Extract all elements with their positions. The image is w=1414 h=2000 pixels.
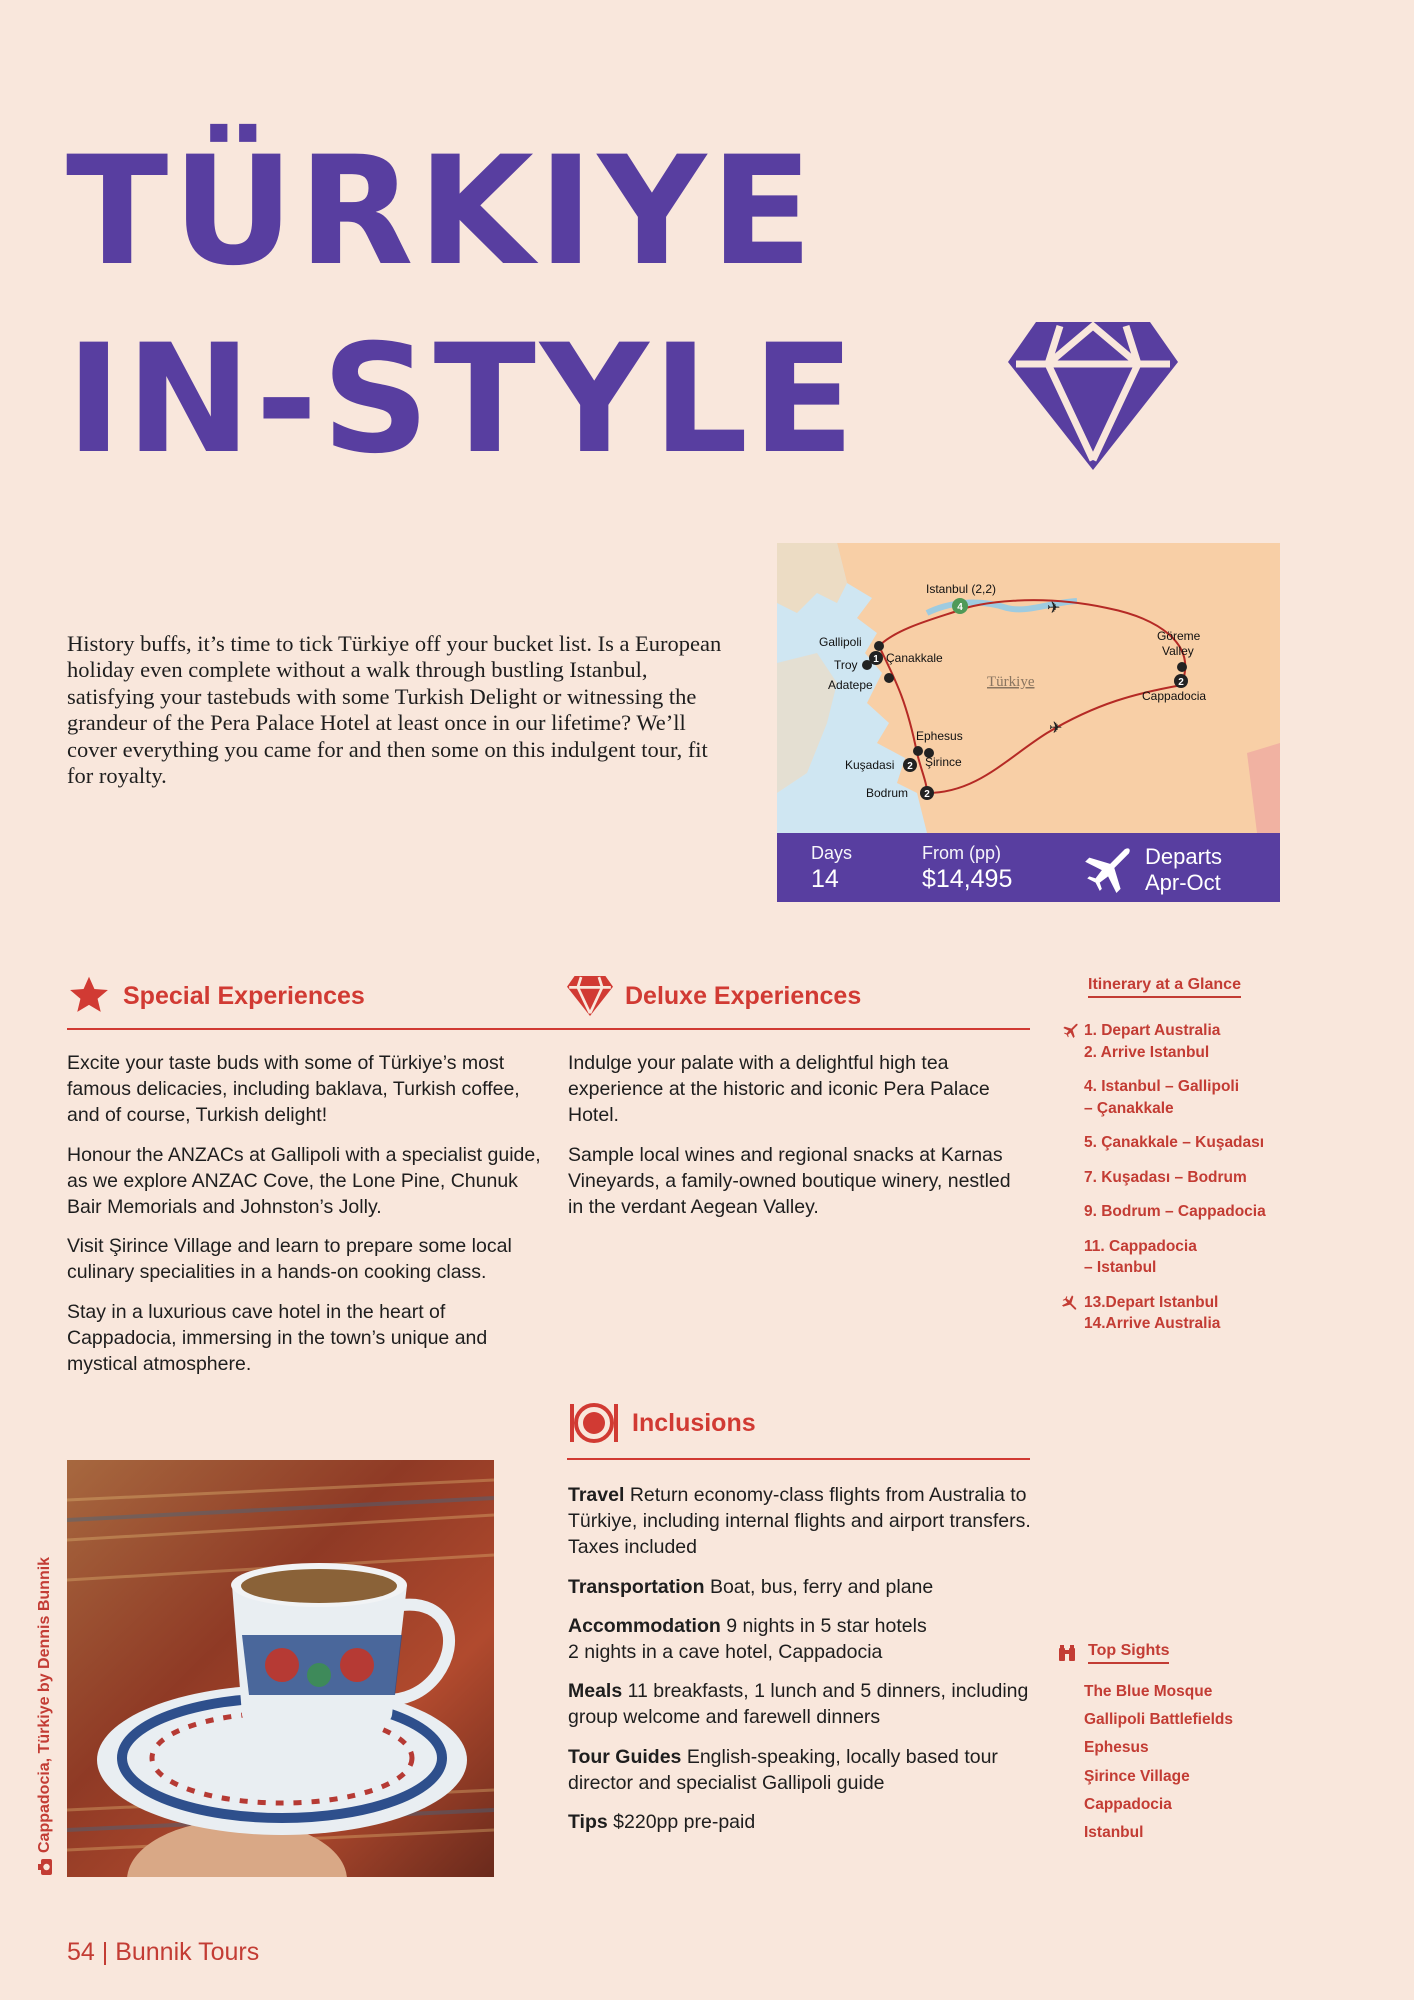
itinerary-line: 13.Depart Istanbul	[1084, 1293, 1219, 1311]
deluxe-experiences-list	[568, 1050, 1028, 1233]
inclusion-item	[568, 1809, 1038, 1835]
departs-value: Apr-Oct	[1145, 870, 1221, 895]
sight-item: The Blue Mosque	[1084, 1683, 1213, 1700]
sight-item: Istanbul	[1084, 1824, 1144, 1842]
label-goreme: Göreme	[1157, 629, 1201, 643]
plane-return-icon	[1062, 1294, 1078, 1310]
label-adatepe: Adatepe	[828, 678, 873, 692]
itinerary-heading: Itinerary at a Glance	[1088, 976, 1241, 998]
itinerary-line: 7. Kuşadası – Bodrum	[1084, 1168, 1247, 1186]
sight-item: Şirince Village	[1084, 1767, 1190, 1785]
tour-facts-bar	[777, 833, 1280, 902]
deluxe-experiences-title: Deluxe Experiences	[625, 981, 862, 1010]
itinerary-item	[1084, 1020, 1304, 1063]
route-map	[777, 543, 1280, 833]
inclusion-key: Tour Guides	[568, 1745, 682, 1768]
label-valley: Valley	[1162, 644, 1194, 658]
inclusion-value: Return economy-class flights from Australia to Türkiye, including internal flights and airport transfers. Taxes included	[568, 1484, 1031, 1559]
marker-kusadasi: 2	[907, 761, 913, 772]
inclusion-value-2: 2 nights in a cave hotel, Cappadocia	[568, 1641, 883, 1664]
inclusions-heading	[568, 1402, 756, 1444]
intro-text: History buffs, it’s time to tick Türkiye off your bucket list. Is a European holiday even complete without a walk through bustling Istanbul, satisfying your tastebuds with some Turkish Delight or witnessing the grandeur of the Pera Palace Hotel at least once in our lifetime? We’ll cover everything you came for and then some on this indulgent tour, fit for royalty.	[67, 631, 722, 789]
special-experiences-heading	[67, 975, 365, 1017]
itinerary-line: – Istanbul	[1084, 1259, 1157, 1276]
itinerary-item	[1084, 1167, 1304, 1189]
inclusion-key: Accommodation	[568, 1614, 721, 1637]
itinerary-line: 9. Bodrum – Cappadocia	[1084, 1203, 1266, 1220]
binoculars-icon	[1058, 1644, 1076, 1662]
departs-fact	[1145, 843, 1222, 896]
itinerary-line: 4. Istanbul – Gallipoli	[1084, 1078, 1240, 1095]
inclusion-key: Travel	[568, 1484, 625, 1506]
label-troy: Troy	[834, 658, 858, 672]
itinerary-line: 1. Depart Australia	[1084, 1022, 1221, 1039]
itinerary-list	[1084, 1020, 1304, 1348]
label-canakkale: Çanakkale	[886, 651, 943, 665]
label-sirince: Şirince	[925, 755, 962, 769]
inclusion-key: Transportation	[568, 1575, 705, 1598]
days-value: 14	[811, 865, 839, 893]
inclusions-list	[568, 1482, 1038, 1848]
inclusion-item	[568, 1678, 1038, 1730]
photo-credit-text: Cappadocia, Türkiye by Dennis Bunnik	[36, 1556, 53, 1853]
itinerary-line: 2. Arrive Istanbul	[1084, 1043, 1210, 1061]
itinerary-line: 14.Arrive Australia	[1084, 1315, 1221, 1332]
label-country: Türkiye	[987, 674, 1035, 690]
label-cappadocia: Cappadocia	[1142, 689, 1207, 703]
deluxe-para: Indulge your palate with a delightful high tea experience at the historic and iconic Pera Palace Hotel.	[568, 1052, 990, 1127]
deluxe-divider	[567, 1028, 1030, 1030]
plane-icon	[1080, 843, 1132, 893]
inclusion-value: 11 breakfasts, 1 lunch and 5 dinners, including group welcome and farewell dinners	[568, 1680, 1029, 1729]
title-line-1: TÜRKIYE	[66, 125, 817, 299]
marker-canakkale: 1	[873, 654, 879, 665]
sight-item: Gallipoli Battlefields	[1084, 1711, 1233, 1729]
label-kusadasi: Kuşadasi	[845, 758, 895, 772]
inclusion-value: Boat, bus, ferry and plane	[709, 1575, 934, 1598]
inclusion-value: English-speaking, locally based tour director and specialist Gallipoli guide	[568, 1745, 998, 1794]
deluxe-para: Sample local wines and regional snacks at Karnas Vineyards, a family-owned boutique winery, nestled in the verdant Aegean Valley.	[568, 1143, 1011, 1219]
special-para: Honour the ANZACs at Gallipoli with a specialist guide, as we explore ANZAC Cove, the Lone Pine, Chunuk Bair Memorials and Johnston’s Jolly.	[67, 1143, 541, 1219]
marker-cappadocia: 2	[1178, 677, 1184, 688]
star-icon	[67, 975, 111, 1017]
inclusion-item	[568, 1613, 1038, 1665]
diamond-icon	[1008, 322, 1178, 470]
itinerary-line: – Çanakkale	[1084, 1099, 1174, 1117]
special-para: Stay in a luxurious cave hotel in the heart of Cappadocia, immersing in the town’s unique and mystical atmosphere.	[67, 1300, 488, 1376]
page-title	[66, 118, 859, 494]
svg-text:✈: ✈	[1047, 600, 1061, 617]
turkish-coffee-photo	[67, 1460, 494, 1877]
sight-item: Cappadocia	[1084, 1795, 1172, 1813]
price-fact	[922, 843, 1012, 894]
itinerary-item	[1084, 1132, 1304, 1154]
sight-item: Ephesus	[1084, 1739, 1149, 1757]
label-istanbul: Istanbul (2,2)	[926, 582, 997, 596]
itinerary-line: 5. Çanakkale – Kuşadası	[1084, 1134, 1265, 1151]
inclusion-item	[568, 1744, 1038, 1796]
label-bodrum: Bodrum	[866, 786, 909, 800]
gem-icon	[567, 975, 613, 1017]
camera-icon	[38, 1859, 52, 1875]
inclusion-value: 9 nights in 5 star hotels	[726, 1614, 927, 1637]
photo-credit	[36, 1557, 54, 1875]
inclusions-title: Inclusions	[632, 1408, 756, 1437]
plane-depart-icon	[1062, 1022, 1078, 1038]
marker-bodrum: 2	[924, 789, 930, 800]
inclusion-value: $220pp pre-paid	[613, 1811, 756, 1834]
top-sights-list	[1084, 1678, 1233, 1847]
inclusion-item	[568, 1574, 1038, 1600]
special-para: Visit Şirince Village and learn to prepare some local culinary specialities in a hands-on cooking class.	[67, 1235, 512, 1284]
inclusions-divider	[567, 1458, 1030, 1460]
price-label: From (pp)	[922, 843, 1002, 863]
marker-istanbul: 4	[957, 602, 963, 613]
itinerary-item	[1084, 1076, 1304, 1119]
deluxe-experiences-heading	[567, 975, 861, 1017]
inclusion-item	[568, 1482, 1038, 1561]
label-gallipoli: Gallipoli	[819, 635, 862, 649]
page-footer: 54 | Bunnik Tours	[67, 1938, 260, 1966]
label-ephesus: Ephesus	[916, 729, 963, 743]
itinerary-item	[1084, 1236, 1304, 1279]
itinerary-item	[1084, 1201, 1304, 1223]
special-para: Excite your taste buds with some of Türkiye’s most famous delicacies, including baklava, Turkish coffee, and of course, Turkish delight!	[67, 1052, 520, 1127]
days-fact	[811, 843, 852, 894]
itinerary-line: 11. Cappadocia	[1084, 1237, 1197, 1255]
svg-text:✈: ✈	[1049, 720, 1063, 737]
special-divider	[67, 1028, 567, 1030]
inclusion-key: Meals	[568, 1680, 623, 1703]
price-value: $14,495	[922, 865, 1013, 893]
top-sights-heading: Top Sights	[1088, 1642, 1169, 1664]
inclusion-key: Tips	[568, 1811, 608, 1834]
title-line-2: IN-STYLE	[66, 313, 859, 487]
dining-plate-icon	[568, 1402, 620, 1444]
itinerary-item	[1084, 1292, 1304, 1335]
special-experiences-list	[67, 1050, 542, 1390]
departs-label: Departs	[1145, 844, 1223, 869]
special-experiences-title: Special Experiences	[123, 981, 365, 1010]
days-label: Days	[811, 843, 853, 863]
